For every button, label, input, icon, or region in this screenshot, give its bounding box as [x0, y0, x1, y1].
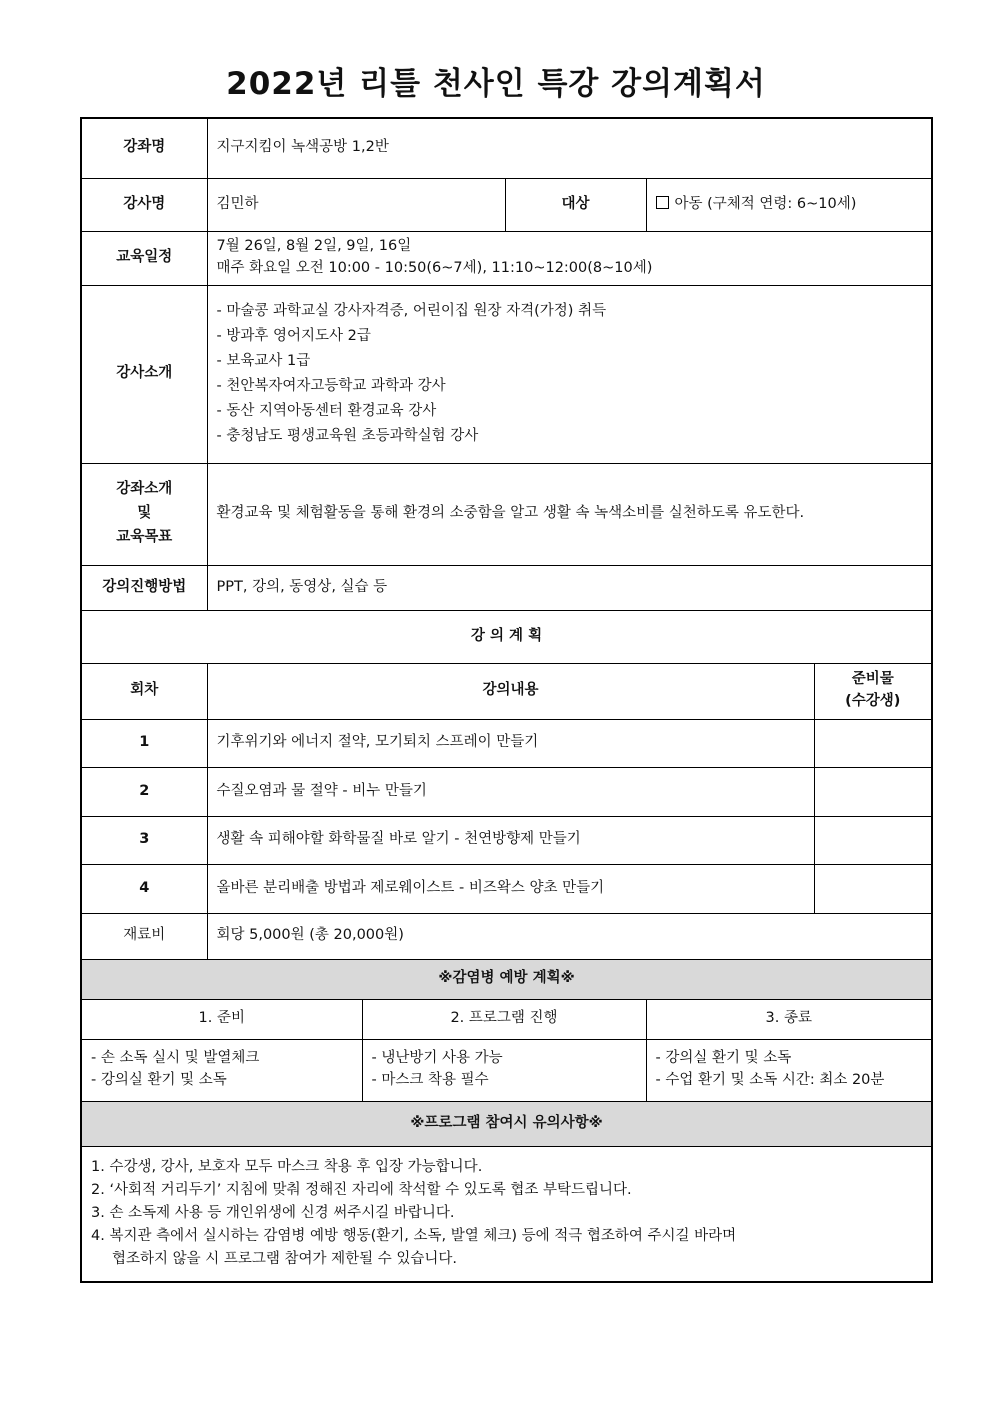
- course-name-value: 지구지킴이 녹색공방 1,2반: [207, 118, 932, 178]
- intro-item: - 방과후 영어지도사 2급: [216, 328, 371, 344]
- schedule-value: [207, 231, 932, 285]
- session-materials: [814, 767, 932, 816]
- session-number: 2: [81, 767, 207, 816]
- notices-list: [91, 1156, 922, 1271]
- target-text: 아동 (구체적 연령: 6~10세): [674, 195, 857, 212]
- session-materials: [814, 864, 932, 913]
- goal-label-line: 및: [137, 505, 152, 522]
- checkbox-icon: [656, 196, 669, 209]
- intro-item: - 충청남도 평생교육원 초등과학실험 강사: [216, 428, 479, 444]
- notice-item: 3. 손 소독제 사용 등 개인위생에 신경 써주시길 바랍니다.: [91, 1204, 455, 1221]
- notice-item: 1. 수강생, 강사, 보호자 모두 마스크 착용 후 입장 가능합니다.: [91, 1158, 483, 1175]
- plan-heading: 강 의 계 획: [81, 610, 932, 663]
- method-label: 강의진행방법: [81, 565, 207, 610]
- target-label: 대상: [505, 178, 646, 231]
- prevention-end-items: [646, 1039, 932, 1101]
- target-value: [646, 178, 932, 231]
- intro-item: - 천안복자여자고등학교 과학과 강사: [216, 378, 446, 394]
- instructor-intro-label: 강사소개: [81, 285, 207, 463]
- course-name-label: 강좌명: [81, 118, 207, 178]
- prevention-item: - 냉난방기 사용 가능: [371, 1050, 503, 1067]
- session-content: 올바른 분리배출 방법과 제로웨이스트 - 비즈왁스 양초 만들기: [207, 864, 814, 913]
- content-column-header: 강의내용: [207, 663, 814, 719]
- prevention-item: - 손 소독 실시 및 발열체크: [91, 1050, 260, 1067]
- session-number: 4: [81, 864, 207, 913]
- materials-column-header: [814, 663, 932, 719]
- notices-body: [81, 1146, 932, 1282]
- prevention-col-end: 3. 종료: [646, 999, 932, 1039]
- plan-row: [81, 864, 932, 913]
- session-content: 수질오염과 물 절약 - 비누 만들기: [207, 767, 814, 816]
- method-value: PPT, 강의, 동영상, 실습 등: [207, 565, 932, 610]
- intro-item: - 보육교사 1급: [216, 353, 311, 369]
- goal-label-line: 강좌소개: [116, 481, 173, 498]
- instructor-value: 김민하: [207, 178, 505, 231]
- prevention-item: - 마스크 착용 필수: [371, 1072, 489, 1088]
- schedule-dates: 7월 26일, 8월 2일, 9일, 16일: [216, 238, 412, 255]
- prevention-prepare-items: [81, 1039, 362, 1101]
- prevention-item: - 강의실 환기 및 소독: [91, 1072, 227, 1088]
- schedule-label: 교육일정: [81, 231, 207, 285]
- prevention-col-progress: 2. 프로그램 진행: [362, 999, 646, 1039]
- lecture-plan-table: [80, 117, 933, 1283]
- session-number: 3: [81, 816, 207, 864]
- session-materials: [814, 719, 932, 767]
- session-column-header: 회차: [81, 663, 207, 719]
- session-content: 생활 속 피해야할 화학물질 바로 알기 - 천연방향제 만들기: [207, 816, 814, 864]
- notices-heading: ※프로그램 참여시 유의사항※: [81, 1101, 932, 1146]
- course-goal-value: 환경교육 및 체험활동을 통해 환경의 소중함을 알고 생활 속 녹색소비를 실천하도록 유도한다.: [207, 463, 932, 565]
- prevention-heading: ※감염병 예방 계획※: [81, 959, 932, 999]
- session-number: 1: [81, 719, 207, 767]
- plan-row: [81, 719, 932, 767]
- notice-item: 4. 복지관 측에서 실시하는 감염병 예방 행동(환기, 소독, 발열 체크) 등에 적극 협조하여 주시길 바라며: [91, 1227, 737, 1244]
- schedule-times: 매주 화요일 오전 10:00 - 10:50(6~7세), 11:10~12:00(8~10세): [216, 260, 653, 276]
- document-title: 2022년 리틀 천사인 특강 강의계획서: [226, 66, 766, 102]
- material-fee-label: 재료비: [81, 913, 207, 959]
- plan-row: [81, 767, 932, 816]
- notice-item: 협조하지 않을 시 프로그램 참여가 제한될 수 있습니다.: [112, 1250, 458, 1267]
- plan-row: [81, 816, 932, 864]
- materials-header-line: (수강생): [845, 693, 901, 709]
- instructor-intro-value: [207, 285, 932, 463]
- prevention-progress-items: [362, 1039, 646, 1101]
- prevention-col-prepare: 1. 준비: [81, 999, 362, 1039]
- goal-label-line: 교육목표: [116, 528, 173, 545]
- instructor-label: 강사명: [81, 178, 207, 231]
- intro-item: - 마술콩 과학교실 강사자격증, 어린이집 원장 자격(가정) 취득: [216, 303, 607, 319]
- course-goal-label: [81, 463, 207, 565]
- materials-header-line: 준비물: [851, 671, 894, 688]
- instructor-intro-list: [217, 299, 923, 449]
- session-materials: [814, 816, 932, 864]
- material-fee-value: 회당 5,000원 (총 20,000원): [207, 913, 932, 959]
- notice-item: 2. ‘사회적 거리두기’ 지침에 맞춰 정해진 자리에 착석할 수 있도록 협조 부탁드립니다.: [91, 1181, 632, 1198]
- intro-item: - 동산 지역아동센터 환경교육 강사: [216, 403, 437, 419]
- prevention-item: - 강의실 환기 및 소독: [655, 1050, 792, 1067]
- prevention-item: - 수업 환기 및 소독 시간: 최소 20분: [655, 1072, 885, 1088]
- session-content: 기후위기와 에너지 절약, 모기퇴치 스프레이 만들기: [207, 719, 814, 767]
